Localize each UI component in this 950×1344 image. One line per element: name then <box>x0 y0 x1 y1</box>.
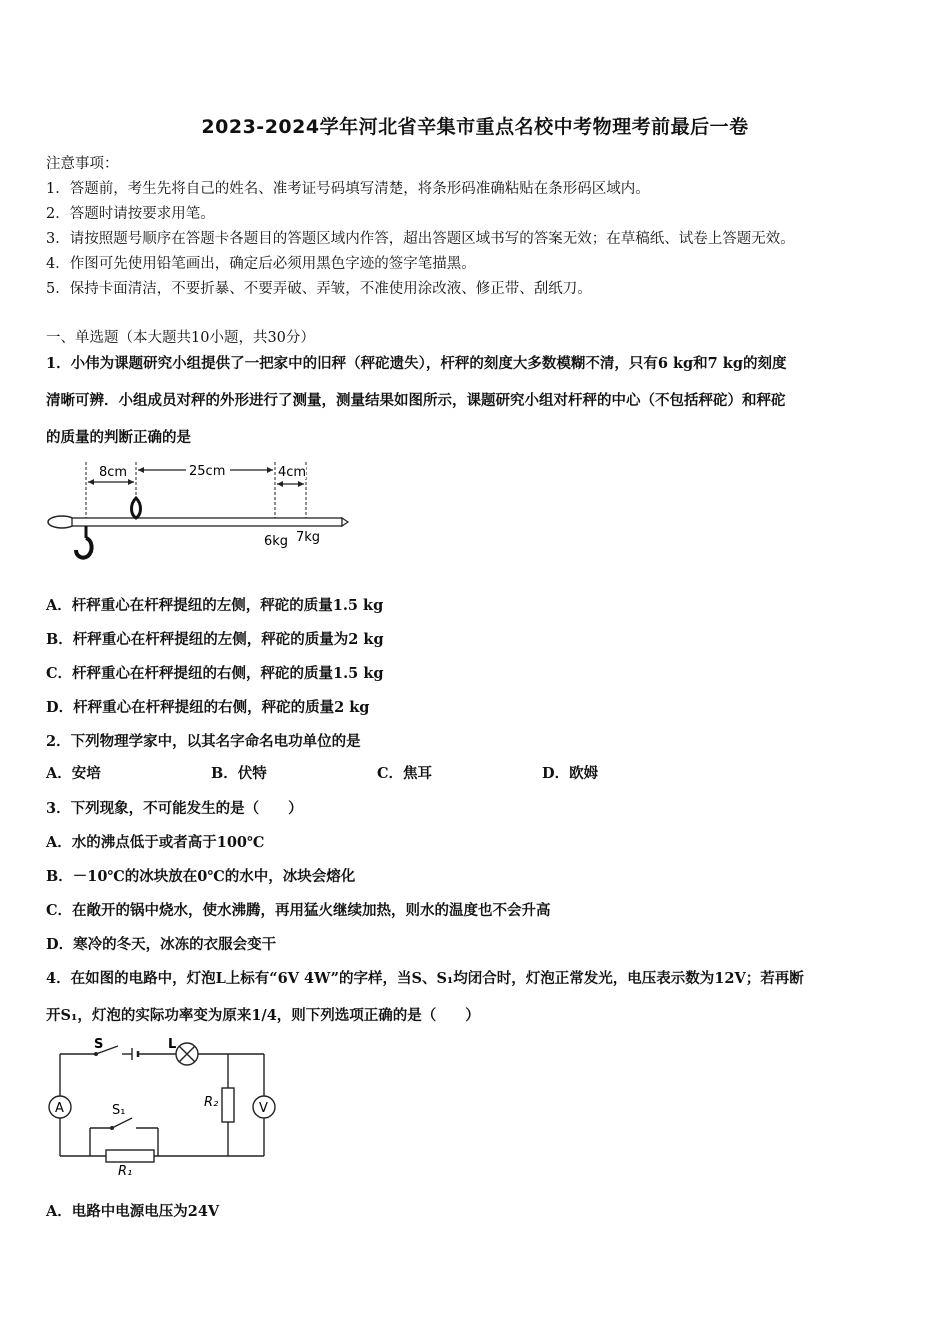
circuit-switch-s-label: S <box>94 1037 104 1052</box>
q3-option-b: B．－10℃的冰块放在0℃的水中，冰块会熔化 <box>46 868 356 885</box>
notice-item: 5．保持卡面清洁，不要折暴、不要弄破、弄皱，不准使用涂改液、修正带、刮纸刀。 <box>46 281 592 297</box>
section-heading: 一、单选题（本大题共10小题，共30分） <box>46 330 315 346</box>
notice-item: 4．作图可先使用铅笔画出，确定后必须用黑色字迹的签字笔描黑。 <box>46 256 476 272</box>
circuit-voltmeter-label: V <box>259 1101 268 1116</box>
q3-option-d: D．寒冷的冬天，冰冻的衣服会变干 <box>46 936 277 953</box>
q4-stem-line: 开S₁，灯泡的实际功率变为原来1/4，则下列选项正确的是（ ） <box>46 1007 480 1024</box>
q1-dim-8cm: 8cm <box>99 465 128 480</box>
circuit-lamp-label: L <box>168 1037 177 1052</box>
q1-dim-4cm: 4cm <box>278 465 307 480</box>
q4-option-a: A．电路中电源电压为24V <box>46 1203 220 1220</box>
circuit-ammeter-label: A <box>55 1101 64 1116</box>
circuit-switch-s1-label: S₁ <box>112 1103 126 1118</box>
circuit-r1-label: R₁ <box>118 1164 133 1176</box>
page-title: 2023-2024学年河北省辛集市重点名校中考物理考前最后一卷 <box>201 116 749 138</box>
q2-stem: 2．下列物理学家中，以其名字命名电功单位的是 <box>46 733 361 750</box>
q1-option-c: C．杆秤重心在杆秤提纽的右侧，秤砣的质量1.5 kg <box>46 665 384 682</box>
q2-option-b: B．伏特 <box>211 765 267 782</box>
q3-stem: 3．下列现象，不可能发生的是（ ） <box>46 800 303 817</box>
notice-item: 1．答题前，考生先将自己的姓名、准考证号码填写清楚，将条形码准确粘贴在条形码区域内。 <box>46 181 650 197</box>
circuit-figure <box>44 1036 284 1176</box>
notice-item: 3．请按照题号顺序在答题卡各题目的答题区域内作答，超出答题区域书写的答案无效；在草稿纸、试卷上答题无效。 <box>46 231 795 247</box>
q1-option-a: A．杆秤重心在杆秤提纽的左侧，秤砣的质量1.5 kg <box>46 597 384 614</box>
q1-stem-line: 1．小伟为课题研究小组提供了一把家中的旧秤（秤砣遗失），杆秤的刻度大多数模糊不清，只有6 kg和7 kg的刻度 <box>46 355 787 372</box>
q2-option-c: C．焦耳 <box>377 765 433 782</box>
notice-item: 2．答题时请按要求用笔。 <box>46 206 215 222</box>
q1-option-d: D．杆秤重心在杆秤提纽的右侧，秤砣的质量2 kg <box>46 699 370 716</box>
q2-options <box>46 762 746 784</box>
notice-heading: 注意事项： <box>46 156 119 172</box>
q1-dim-25cm: 25cm <box>189 464 226 479</box>
q1-stem-line: 清晰可辨．小组成员对秤的外形进行了测量，测量结果如图所示，课题研究小组对杆秤的中心（不包括秤砣）和秤砣 <box>46 392 786 409</box>
circuit-r2-label: R₂ <box>204 1095 219 1110</box>
q4-stem-line: 4．在如图的电路中，灯泡L上标有“6V 4W”的字样，当S、S₁均闭合时，灯泡正常发光，电压表示数为12V；若再断 <box>46 970 804 987</box>
q1-mark-7kg: 7kg <box>296 530 321 545</box>
q1-stem-line: 的质量的判断正确的是 <box>46 429 191 446</box>
q3-option-c: C．在敞开的锅中烧水，使水沸腾，再用猛火继续加热，则水的温度也不会升高 <box>46 902 551 919</box>
q1-option-b: B．杆秤重心在杆秤提纽的左侧，秤砣的质量为2 kg <box>46 631 384 648</box>
q2-option-d: D．欧姆 <box>542 765 599 782</box>
q2-option-a: A．安培 <box>46 765 101 782</box>
q3-option-a: A．水的沸点低于或者高于100℃ <box>46 834 265 851</box>
q1-mark-6kg: 6kg <box>264 534 289 549</box>
steelyard-figure <box>44 452 354 580</box>
